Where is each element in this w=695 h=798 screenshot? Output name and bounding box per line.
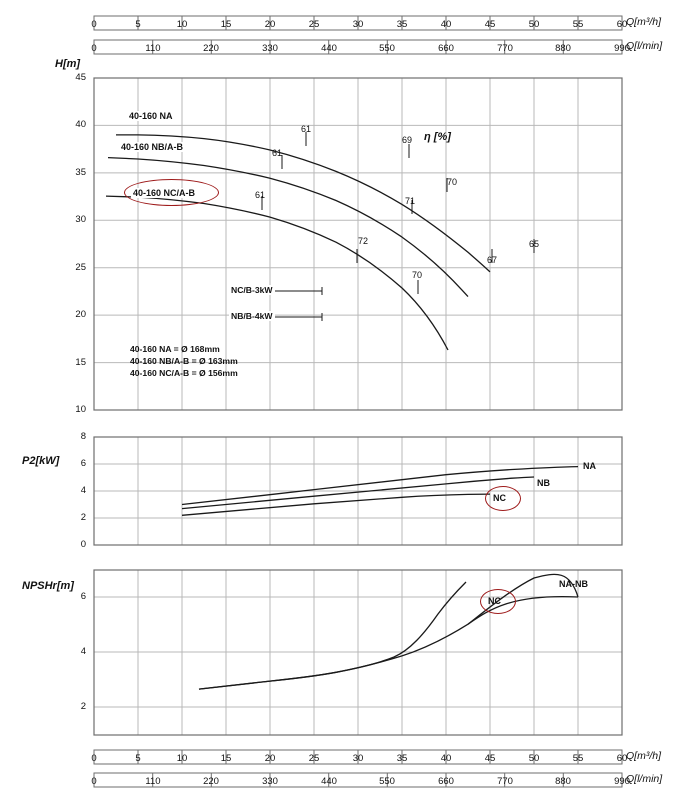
curve-label-nc: 40-160 NC/A-B	[133, 188, 196, 198]
bottom-lmin-tick-8: 880	[555, 776, 571, 787]
bottom-axis-q-lmin	[94, 773, 622, 787]
efficiency-tick-marks	[262, 132, 534, 294]
impeller-note-2: 40-160 NC/A-B = Ø 156mm	[130, 368, 238, 378]
highlight-ellipse-power-nc	[485, 486, 521, 511]
impeller-note-0: 40-160 NA = Ø 168mm	[130, 344, 220, 354]
bottom-q-m3h-unit-label: Q[m³/h]	[626, 750, 662, 762]
efficiency-label-9: 65	[529, 239, 540, 249]
bottom-tick-6: 30	[352, 753, 364, 764]
top-lmin-tick-1: 110	[145, 43, 161, 54]
bottom-lmin-tick-4: 440	[321, 776, 337, 787]
npsh-panel-grid	[94, 570, 622, 735]
h-tick-40: 40	[75, 119, 86, 130]
bottom-lmin-tick-6: 660	[438, 776, 454, 787]
curve-npsh-na-nb	[199, 597, 578, 689]
top-tick-6: 30	[352, 19, 364, 30]
h-tick-20: 20	[75, 309, 86, 320]
efficiency-label-0: 61	[301, 124, 312, 134]
bottom-lmin-tick-1: 110	[145, 776, 161, 787]
top-q-lmin-unit-label: Q[l/min]	[626, 40, 663, 52]
bottom-tick-12: 60	[616, 753, 628, 764]
efficiency-label-2: 61	[255, 190, 266, 200]
h-tick-45: 45	[75, 72, 86, 83]
h-tick-30: 30	[75, 214, 86, 225]
highlight-ellipse-head-nc	[124, 179, 219, 206]
bottom-tick-8: 40	[440, 753, 452, 764]
top-lmin-tick-7: 770	[497, 43, 513, 54]
power-panel-grid	[94, 437, 622, 545]
top-tick-9: 45	[484, 19, 496, 30]
top-lmin-tick-5: 550	[379, 43, 395, 54]
power-curve-label-nc: NC	[493, 493, 506, 503]
top-lmin-tick-6: 660	[438, 43, 454, 54]
bottom-tick-5: 25	[308, 753, 320, 764]
top-lmin-tick-8: 880	[555, 43, 571, 54]
h-axis-label: H[m]	[55, 58, 81, 70]
top-tick-4: 20	[264, 19, 276, 30]
top-lmin-tick-2: 220	[203, 43, 219, 54]
bottom-lmin-tick-0: 0	[91, 776, 97, 787]
npsh-tick-2: 2	[80, 701, 86, 712]
npsh-curve-label-nc: NC	[488, 596, 501, 606]
efficiency-label-5: 71	[405, 196, 416, 206]
h-tick-10: 10	[75, 404, 86, 415]
top-lmin-tick-0: 0	[91, 43, 97, 54]
h-tick-25: 25	[75, 262, 86, 273]
p2-tick-0: 0	[80, 539, 86, 550]
highlight-ellipse-npsh-nc	[480, 589, 516, 614]
npsh-tick-4: 4	[80, 646, 86, 657]
p2-tick-8: 8	[80, 431, 86, 442]
top-lmin-tick-3: 330	[262, 43, 278, 54]
curve-npsh-nc	[199, 582, 466, 689]
npsh-tick-6: 6	[80, 591, 86, 602]
efficiency-label-3: 69	[402, 135, 413, 145]
bottom-lmin-tick-9: 990	[614, 776, 630, 787]
bottom-lmin-tick-2: 220	[203, 776, 219, 787]
p2-tick-2: 2	[80, 512, 86, 523]
bottom-tick-4: 20	[264, 753, 276, 764]
top-tick-1: 5	[135, 19, 141, 30]
bottom-tick-9: 45	[484, 753, 496, 764]
bottom-lmin-tick-7: 770	[497, 776, 513, 787]
curve-label-na: 40-160 NA	[129, 111, 173, 121]
top-tick-10: 50	[528, 19, 540, 30]
efficiency-label-6: 72	[358, 236, 369, 246]
p2-tick-6: 6	[80, 458, 86, 469]
top-tick-5: 25	[308, 19, 320, 30]
top-tick-3: 15	[220, 19, 232, 30]
bottom-tick-11: 55	[572, 753, 584, 764]
curve-nc	[106, 196, 448, 350]
bottom-q-lmin-unit-label: Q[l/min]	[626, 773, 663, 785]
bottom-lmin-tick-5: 550	[379, 776, 395, 787]
top-tick-7: 35	[396, 19, 408, 30]
eta-axis-label: η [%]	[424, 131, 451, 143]
bottom-tick-2: 10	[176, 753, 188, 764]
efficiency-label-7: 70	[412, 270, 423, 280]
top-tick-11: 55	[572, 19, 584, 30]
efficiency-label-4: 70	[447, 177, 458, 187]
bottom-tick-7: 35	[396, 753, 408, 764]
bottom-lmin-tick-3: 330	[262, 776, 278, 787]
bottom-tick-1: 5	[135, 753, 141, 764]
p2-axis-label: P2[kW]	[22, 455, 60, 467]
top-axis-q-lmin	[94, 40, 622, 54]
top-tick-12: 60	[616, 19, 628, 30]
impeller-note-1: 40-160 NB/A-B = Ø 163mm	[130, 356, 238, 366]
top-tick-2: 10	[176, 19, 188, 30]
power-curve-label-nb: NB	[537, 478, 550, 488]
h-tick-35: 35	[75, 167, 86, 178]
efficiency-label-8: 67	[487, 255, 498, 265]
npsh-curve-label-na-nb: NA-NB	[559, 579, 588, 589]
top-tick-8: 40	[440, 19, 452, 30]
bottom-tick-0: 0	[91, 753, 97, 764]
motor-limit-label-nc: NC/B-3kW	[231, 285, 273, 295]
npshr-axis-label: NPSHr[m]	[22, 580, 74, 592]
power-curve-label-na: NA	[583, 461, 596, 471]
h-tick-15: 15	[75, 357, 86, 368]
motor-limit-label-nb: NB/B-4kW	[231, 311, 273, 321]
bottom-tick-10: 50	[528, 753, 540, 764]
curve-label-nb: 40-160 NB/A-B	[121, 142, 184, 152]
top-lmin-tick-9: 990	[614, 43, 630, 54]
bottom-tick-3: 15	[220, 753, 232, 764]
top-tick-0: 0	[91, 19, 97, 30]
top-lmin-tick-4: 440	[321, 43, 337, 54]
efficiency-label-1: 61	[272, 148, 283, 158]
top-q-m3h-unit-label: Q[m³/h]	[626, 16, 662, 28]
p2-tick-4: 4	[80, 485, 86, 496]
